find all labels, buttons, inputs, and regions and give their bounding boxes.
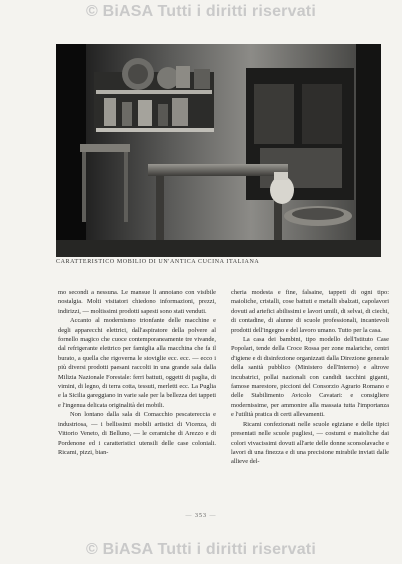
kitchen-photo-image xyxy=(56,44,381,257)
page-number-value: 353 xyxy=(195,513,207,519)
text-column-right xyxy=(231,288,389,467)
paragraph: Non lontano dalla sala di Comacchio pescatereccia e industriosa, — i bellissimi mobili artistici di Vicenza, di Vittorio Veneto, di Belluno, — le ceramiche di Arezzo e di Pordenone ed i caratteristici utensili delle case coloniali. Ricami, pizzi, bian- xyxy=(58,411,216,456)
text-column-left xyxy=(58,288,216,457)
watermark-top: © BiASA Tutti i diritti riservati xyxy=(86,3,316,20)
page-number: — 353 — xyxy=(185,513,217,519)
paragraph: Ricami confezionati nelle scuole egiziane e delle tipici presentati nelle scuole pugliesi, — costumi e maioliche dai colori vivacissimi dovuti all'arte delle donne sconsolavache e lavori di una finezza e di una precisione mirabile inviati dalle allieve del- xyxy=(231,420,389,466)
paragraph: mo secondi a nessuna. Le mansue li annoiano con visibile nostalgia. Molti visitatori chiedono informazioni, prezzi, indirizzi, — moltissimi prodotti sapesti sono stati venduti. xyxy=(58,289,216,315)
watermark-bottom: © BiASA Tutti i diritti riservati xyxy=(86,541,316,558)
paragraph: Accanto al modernismo trionfante delle macchine e degli apparecchi elettrici, dall'aspiratore della polvere al fornello magico che cuoce contemporaneamente tre vivande, dal refrigerante elettrico per famiglia alla macchina che fa il burato, a quella che rigoverna le stoviglie ecc. ecc. — ecco i più diversi prodotti paesani raccolti in una grande sala dalla Milizia Nazionale Forestale: ferri battuti, oggetti di paglia, di vimini, di legno, di terra cotta, tessuti, merletti ecc. La Puglia e la Sicilia gareggiano in varie sale per la bellezza dei tappeti e l'ingenua delicata originalità dei mobili. xyxy=(58,317,216,409)
paragraph: La casa dei bambini, tipo modello dell'Istituto Case Popolari, tende della Croce Rossa per zone malariche, centri d'igiene e di disinfezione organizzati dalla Direzione generale della sanità pubblico (Ministero dell'Interno) e altrove incubatrici, pollai nazionali con candidi tacchini giganti, famose marestore, piccioni del Consorzio Agrario Romano e delle Stabilimento Avicolo Cavatari: e consigliere modernissime, per ammonire alla massaia tutta l'importanza e l'utilità pratica di certi allevamenti. xyxy=(231,336,389,419)
figure-caption: CARATTERISTICO MOBILIO DI UN'ANTICA CUCINA ITALIANA xyxy=(56,259,260,265)
kitchen-photo xyxy=(56,44,381,257)
paragraph: cheria modesta e fine, falsaine, tappeti di ogni tipo: maioliche, cristalli, cose battuti e metalli sbalzati, capolavori dovuti ad artefici abilissimi e lavori umili, di selvai, di ciechi, di contadine, di alunne di scuole professionali, incantevoli prodotti dell'ingegno e del lavoro umano. Tutto per la casa. xyxy=(231,289,389,334)
